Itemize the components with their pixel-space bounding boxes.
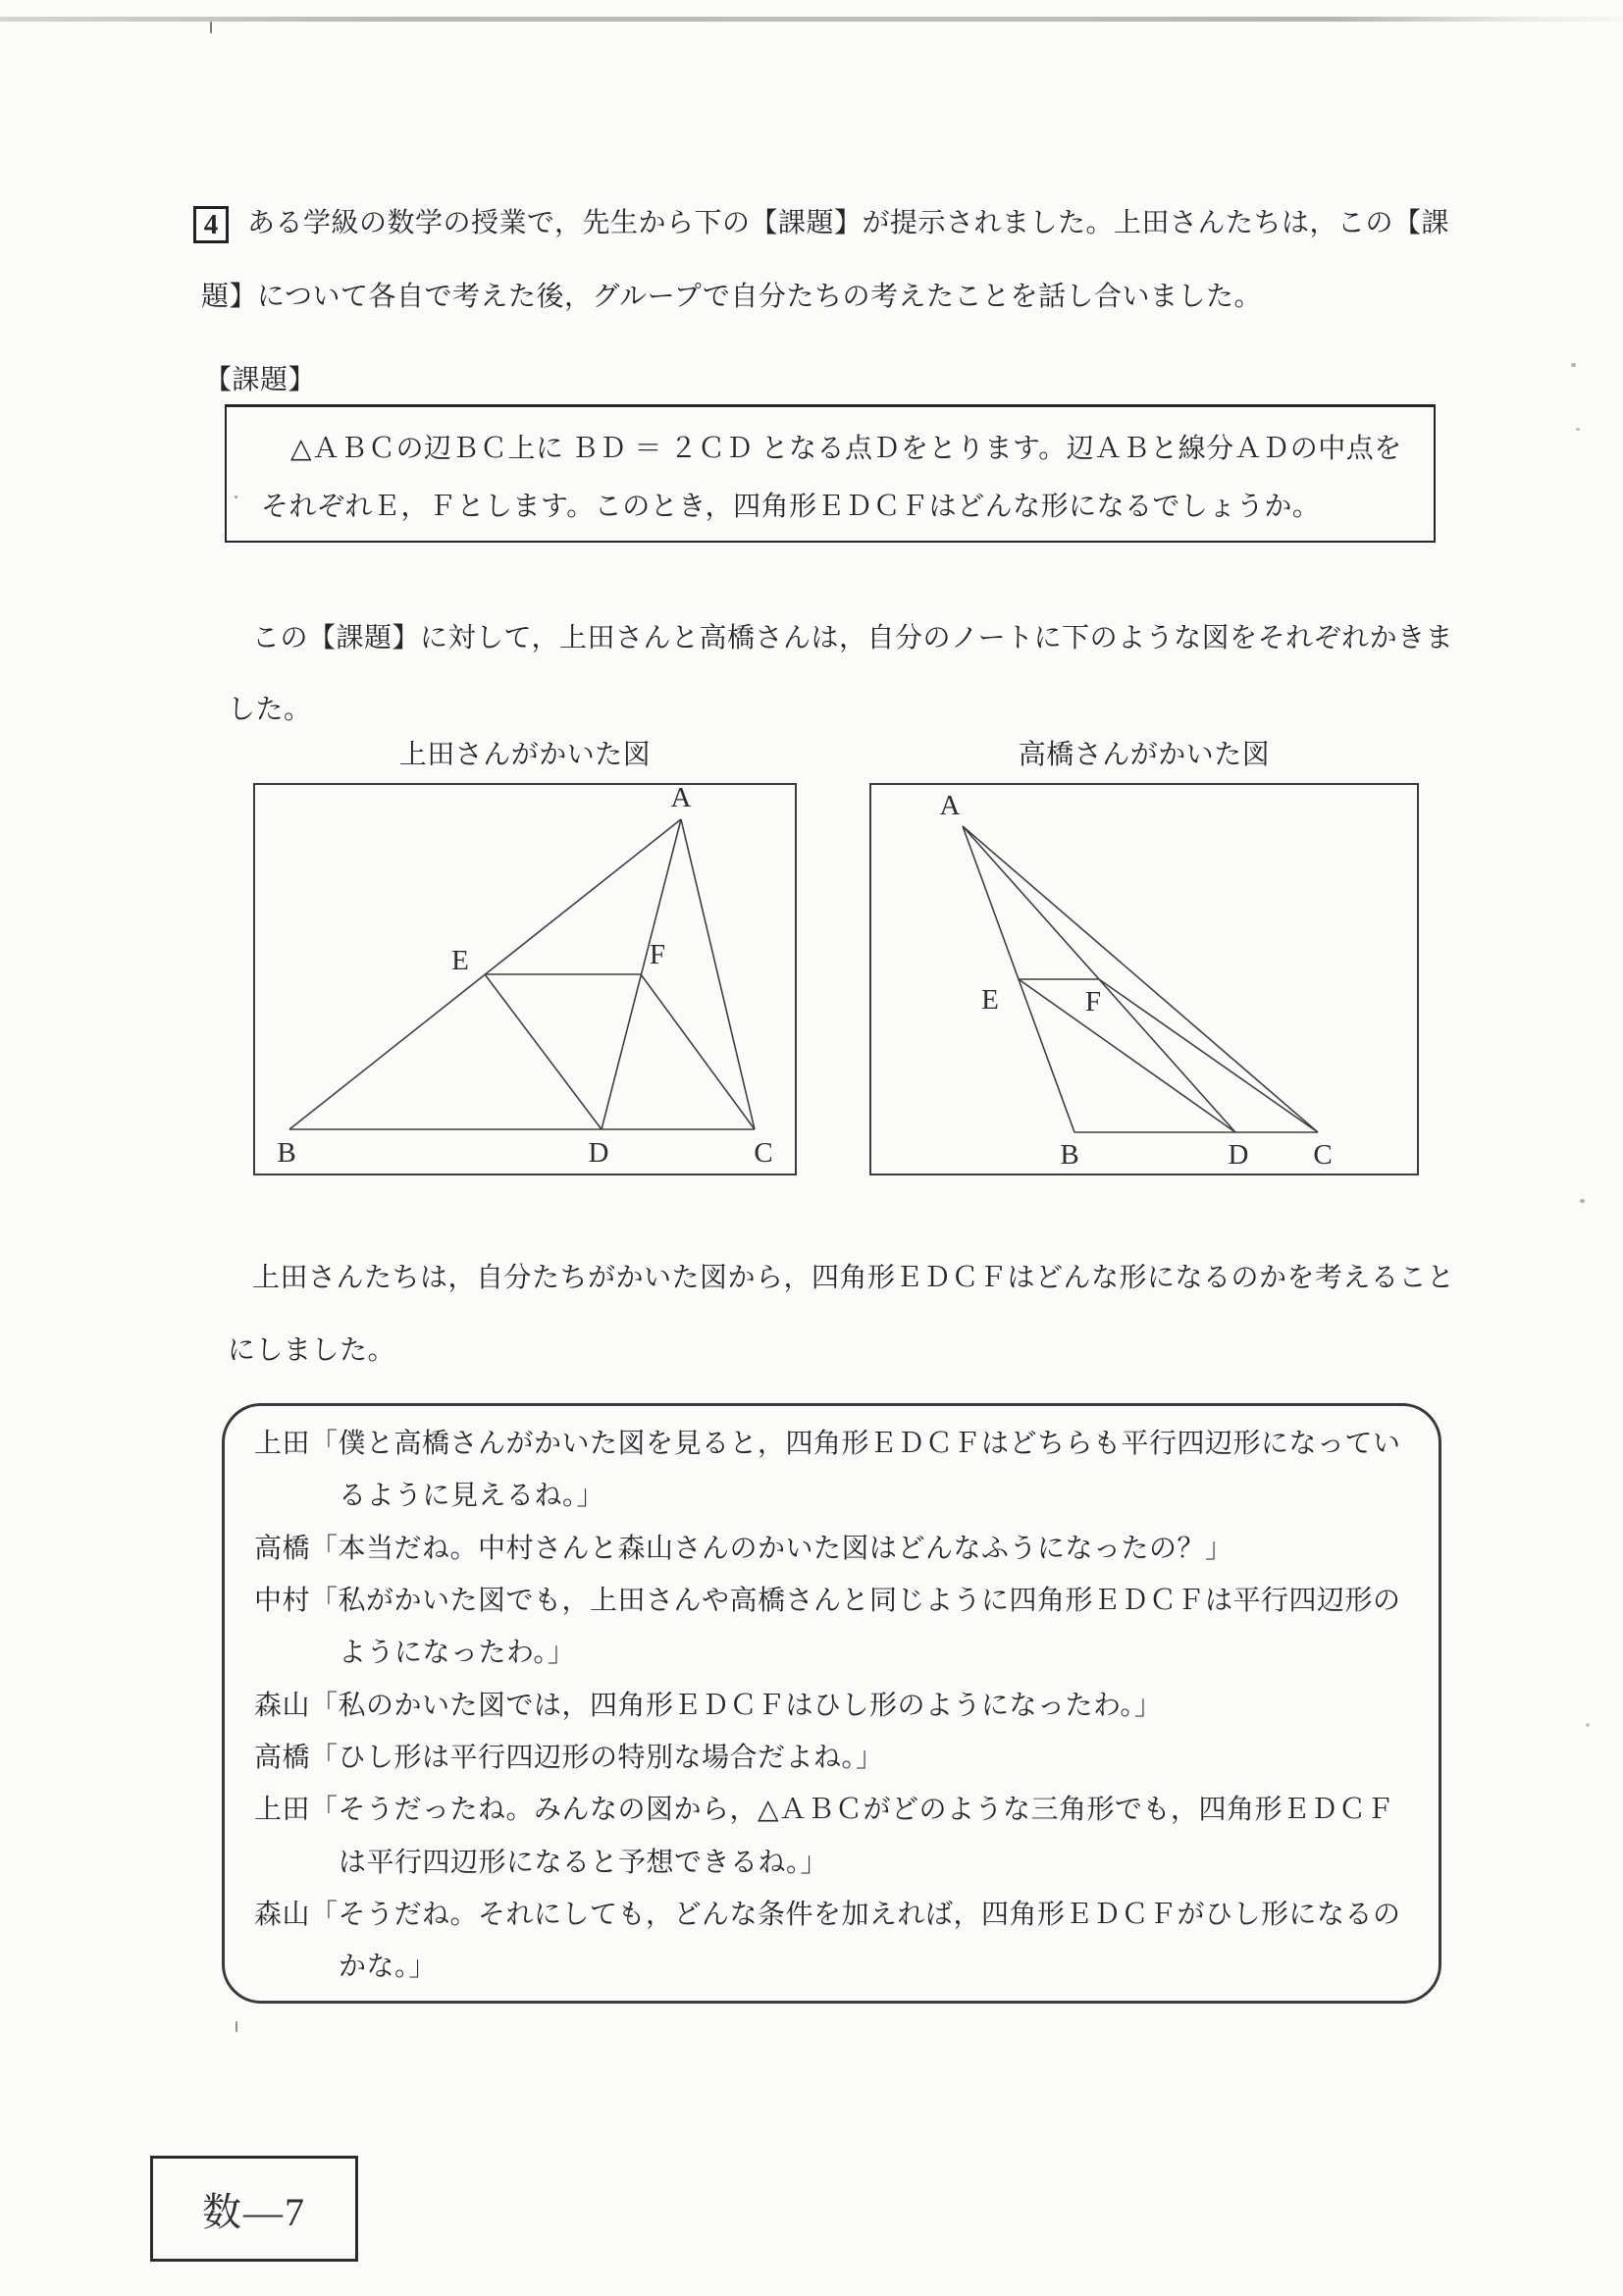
vertex-label-C: C (754, 1137, 773, 1169)
vertex-label-B: B (1060, 1139, 1079, 1171)
scan-artifact-top-edge (0, 17, 1623, 22)
consider-line-1: 上田さんたちは，自分たちがかいた図から，四角形ＥＤＣＦはどんな形になるのかを考えること (252, 1263, 1455, 1293)
dialogue-text: 「私のかいた図では，四角形ＥＤＣＦはひし形のようになったわ。」 (310, 1691, 1163, 1721)
speaker-name: 上田 (254, 1795, 311, 1825)
dialogue-line (254, 1690, 1162, 1723)
speaker-name: 高橋 (254, 1743, 311, 1773)
dialogue-text: ようになったわ。」 (339, 1638, 576, 1668)
scan-speck (210, 22, 212, 33)
consider-line-2: にしました。 (228, 1335, 396, 1366)
dialogue-line (339, 1847, 828, 1880)
scan-speck (1586, 1723, 1590, 1727)
speaker-name: 中村 (254, 1586, 311, 1616)
takahashi-triangle-figure (869, 783, 1419, 1175)
intro-line-2: 題】について各自で考えた後，グループで自分たちの考えたことを話し合いました。 (201, 282, 1263, 312)
dialogue-text: るように見えるね。」 (339, 1481, 605, 1511)
scan-speck (1580, 1199, 1585, 1203)
problem-number: 4 (203, 208, 219, 240)
vertex-label-C: C (1313, 1139, 1333, 1171)
triangle-diagram (871, 785, 1417, 1174)
page-number-box (150, 2156, 358, 2262)
dialogue-line (339, 1951, 437, 1984)
figure-title-takahashi: 高橋さんがかいた図 (1018, 740, 1271, 770)
dialogue-line (339, 1480, 604, 1513)
task-line-1: △ＡＢＣの辺ＢＣ上に ＢＤ ＝ ２ＣＤ となる点Ｄをとります。辺ＡＢと線分ＡＤの中点を (290, 434, 1402, 464)
dialogue-line (339, 1637, 575, 1670)
speaker-name: 高橋 (254, 1534, 311, 1564)
vertex-label-A: A (670, 785, 692, 813)
dialogue-text: は平行四辺形になると予想できるね。」 (339, 1848, 829, 1878)
dialogue-text: 「そうだね。それにしても，どんな条件を加えれば，四角形ＥＤＣＦがひし形になるの (310, 1900, 1401, 1930)
scan-speck (1571, 363, 1576, 367)
dialogue-text: 「ひし形は平行四辺形の特別な場合だよね。」 (310, 1743, 884, 1773)
dialogue-line (254, 1742, 884, 1775)
intro-line-1: ある学級の数学の授業で，先生から下の【課題】が提示されました。上田さんたちは，この【課 (247, 208, 1449, 238)
figures-intro-line-1: この【課題】に対して，上田さんと高橋さんは，自分のノートに下のような図をそれぞれかきま (252, 623, 1454, 653)
dialogue-text: 「私がかいた図でも，上田さんや高橋さんと同じように四角形ＥＤＣＦは平行四辺形の (310, 1586, 1401, 1616)
figure-title-ueda: 上田さんがかいた図 (398, 740, 652, 770)
dialogue-line (254, 1533, 1233, 1566)
dialogue-line (254, 1585, 1401, 1618)
speaker-name: 上田 (254, 1429, 311, 1459)
vertex-label-D: D (588, 1137, 609, 1169)
vertex-label-F: F (649, 939, 666, 970)
vertex-label-A: A (939, 790, 961, 821)
dialogue-text: 「そうだったね。みんなの図から，△ＡＢＣがどのような三角形でも，四角形ＥＤＣＦ (310, 1795, 1395, 1825)
figures-intro-line-2: した。 (228, 695, 312, 725)
speaker-name: 森山 (254, 1691, 311, 1721)
dialogue-line (254, 1794, 1394, 1827)
vertex-label-B: B (277, 1137, 296, 1169)
dialogue-text: 「僕と高橋さんがかいた図を見ると，四角形ＥＤＣＦはどちらも平行四辺形になってい (310, 1429, 1401, 1459)
ueda-triangle-figure (253, 783, 797, 1175)
dialogue-text: 「本当だね。中村さんと森山さんのかいた図はどんなふうになったの？」 (310, 1534, 1233, 1564)
vertex-label-E: E (981, 984, 999, 1016)
problem-number-box (193, 206, 229, 243)
vertex-label-E: E (451, 945, 469, 976)
dialogue-text: かな。」 (339, 1952, 438, 1982)
task-line-2: それぞれＥ，Ｆとします。このとき，四角形ＥＤＣＦはどんな形になるでしょうか。 (261, 492, 1321, 522)
vertex-label-D: D (1228, 1139, 1249, 1171)
task-label: 【課題】 (204, 365, 317, 395)
vertex-label-F: F (1084, 986, 1102, 1018)
triangle-diagram (255, 785, 795, 1174)
dialogue-line (254, 1428, 1401, 1461)
scan-speck (1576, 428, 1580, 431)
scan-speck (236, 2021, 237, 2032)
page-number: 数―7 (202, 2189, 306, 2234)
dialogue-line (254, 1899, 1401, 1932)
speaker-name: 森山 (254, 1900, 311, 1930)
